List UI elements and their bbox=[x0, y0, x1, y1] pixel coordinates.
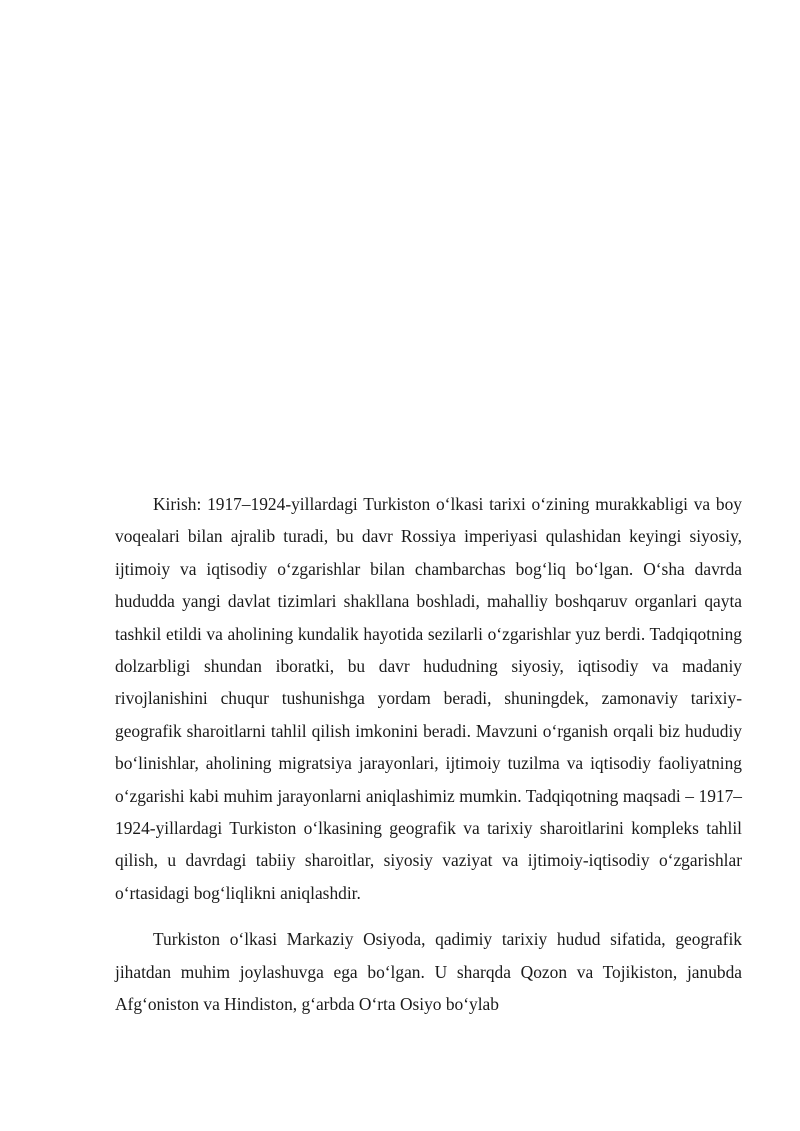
paragraph-geography: Turkiston o‘lkasi Markaziy Osiyoda, qadimiy tarixiy hudud sifatida, geografik jihatdan muhim joylashuvga ega bo‘lgan. U sharqda Qozon va Tojikiston, janubda Afg‘oniston va Hindiston, g‘arbda O‘rta Osiyo bo‘ylab bbox=[115, 929, 742, 1015]
document-body bbox=[115, 488, 742, 1021]
paragraph-introduction: Kirish: 1917–1924-yillardagi Turkiston o‘lkasi tarixi o‘zining murakkabligi va boy voqealari bilan ajralib turadi, bu davr Rossiya imperiyasi qulashidan keyingi siyosiy, ijtimoiy va iqtisodiy o‘zgarishlar bilan chambarchas bog‘liq bo‘lgan. O‘sha davrda hududda yangi davlat tizimlari shakllana boshladi, mahalliy boshqaruv organlari qayta tashkil etildi va aholining kundalik hayotida sezilarli o‘zgarishlar yuz berdi. Tadqiqotning dolzarbligi shundan iboratki, bu davr hududning siyosiy, iqtisodiy va madaniy rivojlanishini chuqur tushunishga yordam beradi, shuningdek, zamonaviy tarixiy-geografik sharoitlarni tahlil qilish imkonini beradi. Mavzuni o‘rganish orqali biz hududiy bo‘linishlar, aholining migratsiya jarayonlari, ijtimoiy tuzilma va iqtisodiy faoliyatning o‘zgarishi kabi muhim jarayonlarni aniqlashimiz mumkin. Tadqiqotning maqsadi – 1917–1924-yillardagi Turkiston o‘lkasining geografik va tarixiy sharoitlarini kompleks tahlil qilish, u davrdagi tabiiy sharoitlar, siyosiy vaziyat va ijtimoiy-iqtisodiy o‘zgarishlar o‘rtasidagi bog‘liqlikni aniqlashdir. bbox=[115, 494, 742, 903]
